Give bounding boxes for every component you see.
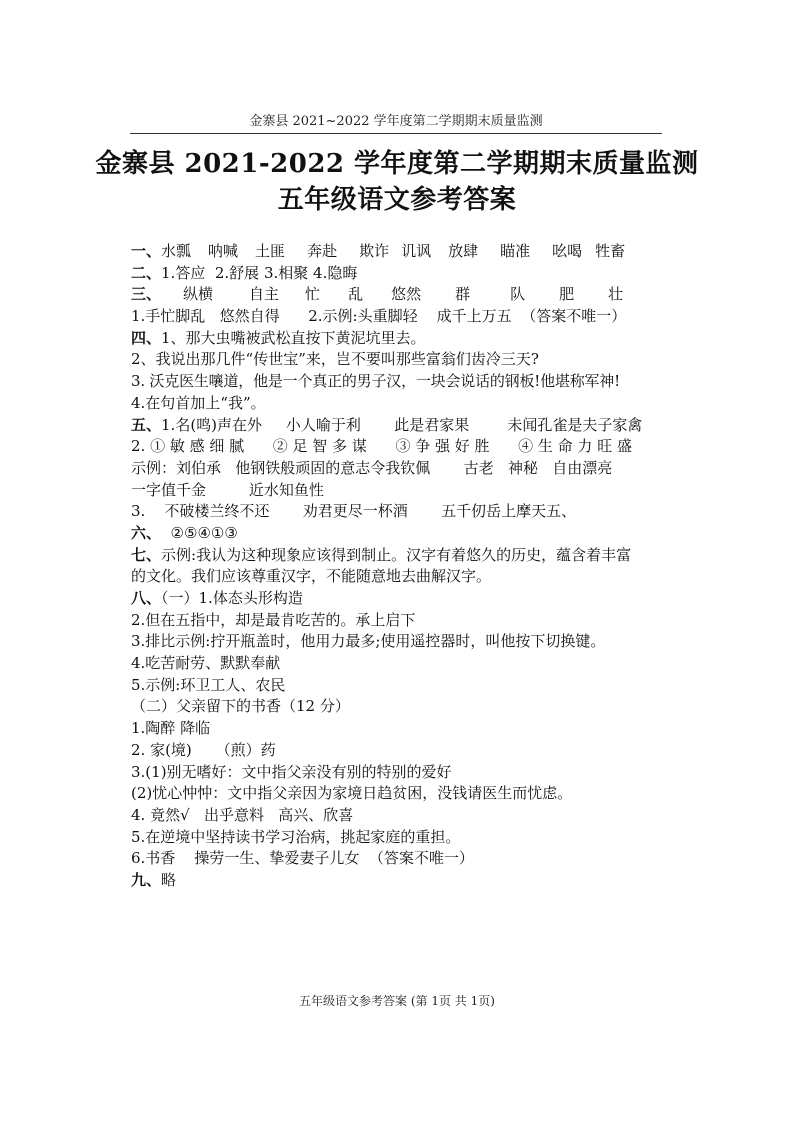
section-3-line-2: 1.手忙脚乱 悠然自得 2.示例:头重脚轻 成千上万五 （答案不唯一） — [131, 307, 627, 326]
section-8-line-6: （二）父亲留下的书香（12 分） — [131, 697, 350, 716]
section-8-line-2: 2.但在五指中，却是最肯吃苦的。承上启下 — [131, 610, 416, 629]
section-3-line — [131, 284, 671, 306]
section-1-line — [131, 241, 671, 263]
section-8-line-3: 3.排比示例:拧开瓶盖时，他用力最多;使用遥控器时，叫他按下切换键。 — [131, 632, 606, 651]
section-4-line-3: 3. 沃克医生嚷道，他是一个真正的男子汉，一块会说话的钢板!他堪称军神! — [131, 372, 620, 391]
section-8-line-13: 6.书香 操劳一生、挚爱妻子儿女 （答案不唯一） — [131, 849, 474, 868]
section-3-label: 三、 — [131, 285, 162, 304]
section-4-label: 四、 — [131, 328, 162, 347]
section-5-label: 五、 — [131, 415, 162, 434]
page-subtitle: 五年级语文参考答案 — [277, 185, 517, 215]
s3-word: 群 — [455, 285, 471, 304]
s3-word: 悠然 — [391, 285, 422, 304]
s1-word: 瞄准 — [500, 242, 531, 260]
section-4-line-2: 2、我说出那几件“传世宝”来，岂不要叫那些富翁们齿冷三天? — [131, 350, 539, 369]
section-1-label: 一、 — [131, 242, 162, 260]
s1-word: 牲畜 — [595, 242, 626, 260]
s1-word: 呐喊 — [208, 242, 239, 260]
s3-word: 壮 — [608, 285, 624, 304]
s1-word: 土匪 — [255, 242, 286, 260]
section-5-line-4: 一字值千金 近水知鱼性 — [131, 480, 324, 499]
section-8-line-9: 3.(1)别无嗜好：文中指父亲没有别的特别的爱好 — [131, 762, 452, 781]
s1-word: 水瓢 — [161, 242, 192, 260]
section-8-line-12: 5.在逆境中坚持读书学习治病，挑起家庭的重担。 — [131, 827, 461, 846]
section-5-line-3: 示例：刘伯承 他钢铁般顽固的意志令我钦佩 古老 神秘 自由漂亮 — [131, 458, 613, 477]
s3-word: 队 — [510, 285, 526, 304]
section-5-line-5: 3. 不破楼兰终不还 劝君更尽一杯酒 五千仞岳上摩天五、 — [131, 502, 577, 521]
s1-word: 放肆 — [448, 242, 479, 260]
section-5-line: 五、1.名(鸣)声在外 小人喻于利 此是君家果 未闻孔雀是夫子家禽 — [131, 415, 643, 434]
s3-word: 自主 — [249, 285, 280, 304]
section-4-line: 四、1、那大虫嘴被武松直按下黄泥坑里去。 — [131, 328, 426, 347]
page-footer: 五年级语文参考答案 (第 1页 共 1页) — [299, 994, 495, 1008]
section-7-line: 七、示例:我认为这种现象应该得到制止。汉字有着悠久的历史，蕴含着丰富 — [131, 545, 632, 564]
section-9-line: 九、略 — [131, 870, 177, 889]
s3-word: 忙 — [305, 285, 321, 304]
section-8-line-10: (2)忧心忡忡：文中指父亲因为家境日趋贫困，没钱请医生而忧虑。 — [131, 784, 573, 803]
section-8-line-7: 1.陶醉 降临 — [131, 719, 211, 738]
s1-word: 奔赴 — [307, 242, 338, 260]
section-8-line-11: 4. 竟然√ 出乎意料 高兴、欣喜 — [131, 805, 354, 824]
s1-word: 欺诈 — [359, 242, 390, 260]
s1-word: 讥讽 — [401, 242, 432, 260]
section-8-line: 八、（一）1.体态头形构造 — [131, 589, 303, 607]
s3-word: 纵横 — [183, 285, 214, 304]
s3-word: 乱 — [348, 285, 364, 304]
section-8-label: 八、 — [131, 589, 162, 607]
section-8-line-4: 4.吃苦耐劳、默默奉献 — [131, 654, 281, 673]
answer-body — [131, 241, 671, 892]
section-6-line: 六、 ②⑤④①③ — [131, 523, 238, 542]
page-title: 金寨县 2021-2022 学年度第二学期期末质量监测 — [95, 149, 699, 179]
section-7-line-2: 的文化。我们应该尊重汉字，不能随意地去曲解汉字。 — [131, 567, 492, 586]
section-5-line-2: 2. ① 敏 感 细 腻 ② 足 智 多 谋 ③ 争 强 好 胜 ④ 生 命 力 旺 盛 — [131, 437, 632, 456]
s1-word: 吆喝 — [552, 242, 583, 260]
section-8-line-8: 2. 家(境) （煎）药 — [131, 740, 276, 759]
section-2-line: 二、1.答应 2.舒展 3.相聚 4.隐晦 — [131, 263, 358, 282]
section-8-line-5: 5.示例:环卫工人、农民 — [131, 675, 286, 694]
section-9-label: 九、 — [131, 870, 162, 889]
running-header: 金寨县 2021~2022 学年度第二学期期末质量监测 — [249, 114, 543, 129]
section-7-label: 七、 — [131, 545, 162, 564]
section-4-line-4: 4.在句首加上“我”。 — [131, 393, 266, 412]
section-6-label: 六、 — [131, 523, 162, 542]
section-2-label: 二、 — [131, 263, 162, 282]
s3-word: 肥 — [559, 285, 575, 304]
header-rule — [130, 133, 662, 134]
